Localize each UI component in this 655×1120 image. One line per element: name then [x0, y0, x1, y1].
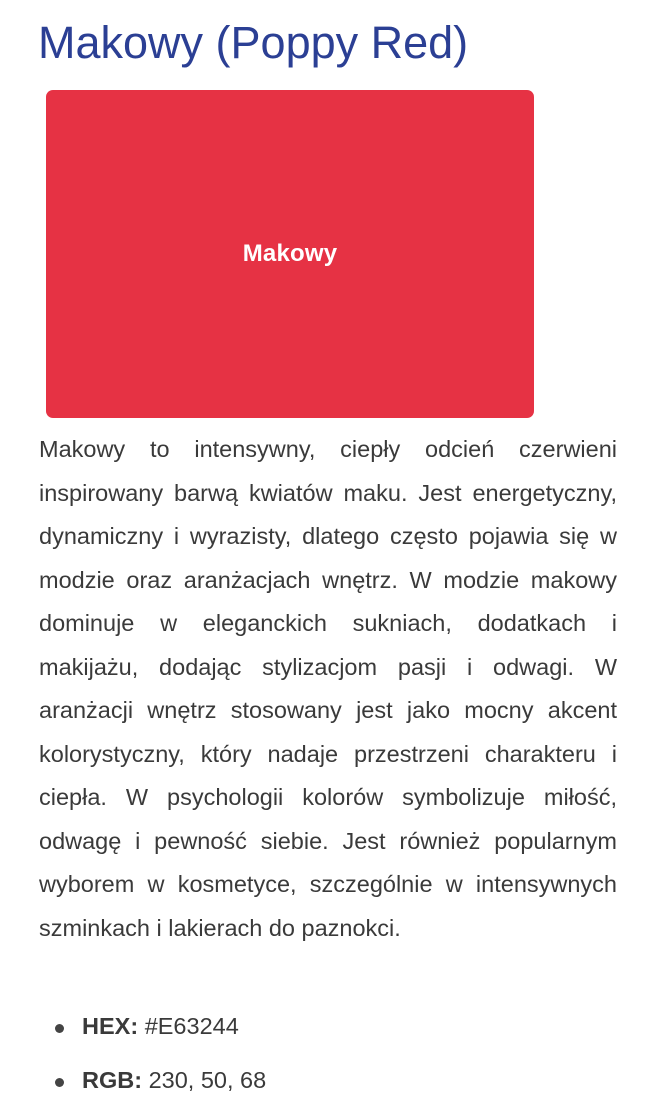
spec-value-rgb: 230, 50, 68 [148, 1067, 267, 1093]
color-description: Makowy to intensywny, ciepły odcień czerwieni inspirowany barwą kwiatów maku. Jest energetyczny, dynamiczny i wyrazisty, dlatego często pojawia się w modzie oraz aranżacjach wnętrz. W modzie makowy dominuje w eleganckich sukniach, dodatkach i makijażu, dodając stylizacjom pasji i odwagi. W aranżacji wnętrz stosowany jest jako mocny akcent kolorystyczny, który nadaje przestrzeni charakteru i ciepła. W psychologii kolorów symbolizuje miłość, odwagę i pewność siebie. Jest również popularnym wyborem w kosmetyce, szczególnie w intensywnych szminkach i lakierach do paznokci. [39, 436, 617, 941]
spec-value-hex: #E63244 [144, 1013, 239, 1039]
bullet-icon [55, 1024, 64, 1033]
spec-key-hex: HEX: [82, 1013, 139, 1039]
spec-item-hex [0, 1004, 655, 1058]
swatch-label: Makowy [242, 240, 338, 267]
color-swatch [46, 90, 534, 418]
color-specs-list [0, 1004, 655, 1112]
spec-item-rgb [0, 1058, 655, 1112]
page-title: Makowy (Poppy Red) [38, 17, 469, 68]
spec-key-rgb: RGB: [82, 1067, 143, 1093]
bullet-icon [55, 1078, 64, 1087]
